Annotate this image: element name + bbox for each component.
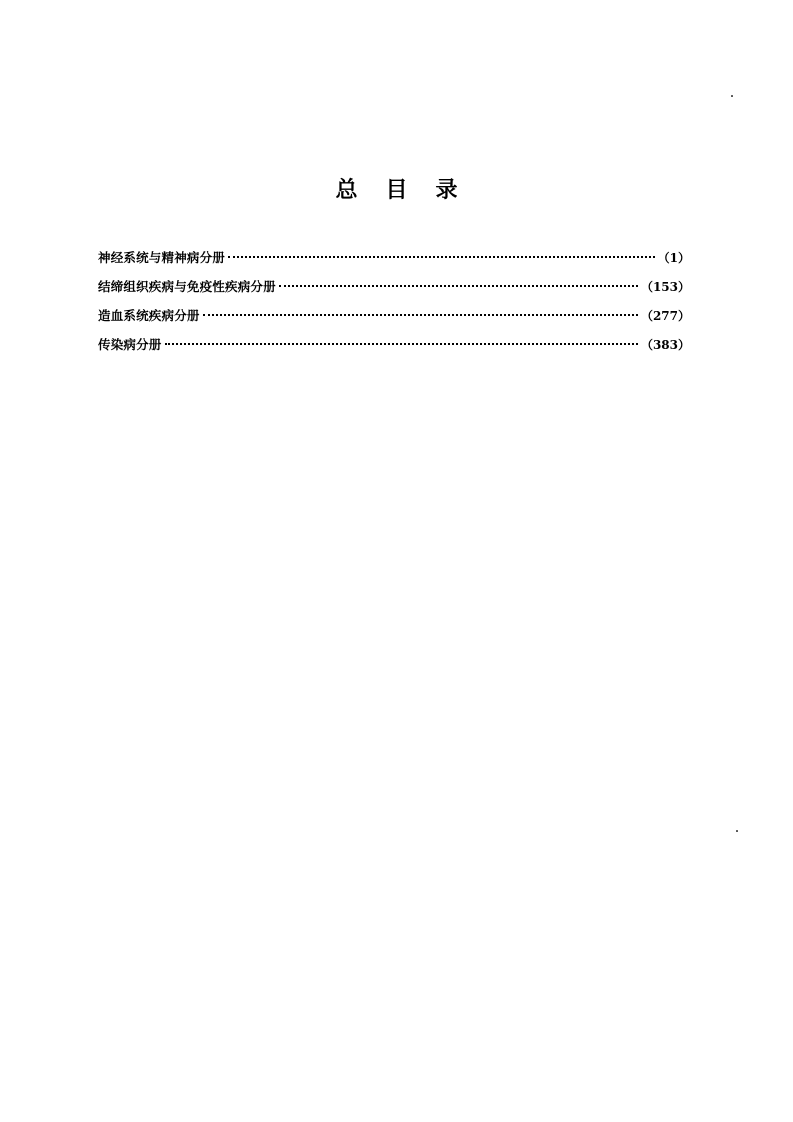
- dot-leader: [203, 314, 638, 316]
- toc-entry-label: 结缔组织疾病与免疫性疾病分册: [98, 279, 276, 294]
- scan-speck: [731, 95, 733, 97]
- dot-leader: [279, 285, 638, 287]
- table-of-contents: [98, 246, 690, 362]
- toc-entry[interactable]: [98, 275, 690, 299]
- toc-entry[interactable]: [98, 333, 690, 357]
- toc-entry-label: 造血系统疾病分册: [98, 308, 200, 323]
- toc-entry-label: 神经系统与精神病分册: [98, 250, 226, 265]
- toc-entry-page: （1）: [657, 251, 690, 265]
- toc-entry[interactable]: [98, 246, 690, 270]
- toc-entry-label: 传染病分册: [98, 337, 162, 352]
- toc-entry-page: （153）: [640, 280, 690, 294]
- dot-leader: [228, 256, 655, 258]
- page-title: 总目录: [335, 178, 486, 203]
- toc-entry[interactable]: [98, 304, 690, 328]
- scan-speck: [736, 830, 738, 832]
- dot-leader: [165, 343, 638, 345]
- toc-entry-page: （383）: [640, 338, 690, 352]
- toc-entry-page: （277）: [640, 309, 690, 323]
